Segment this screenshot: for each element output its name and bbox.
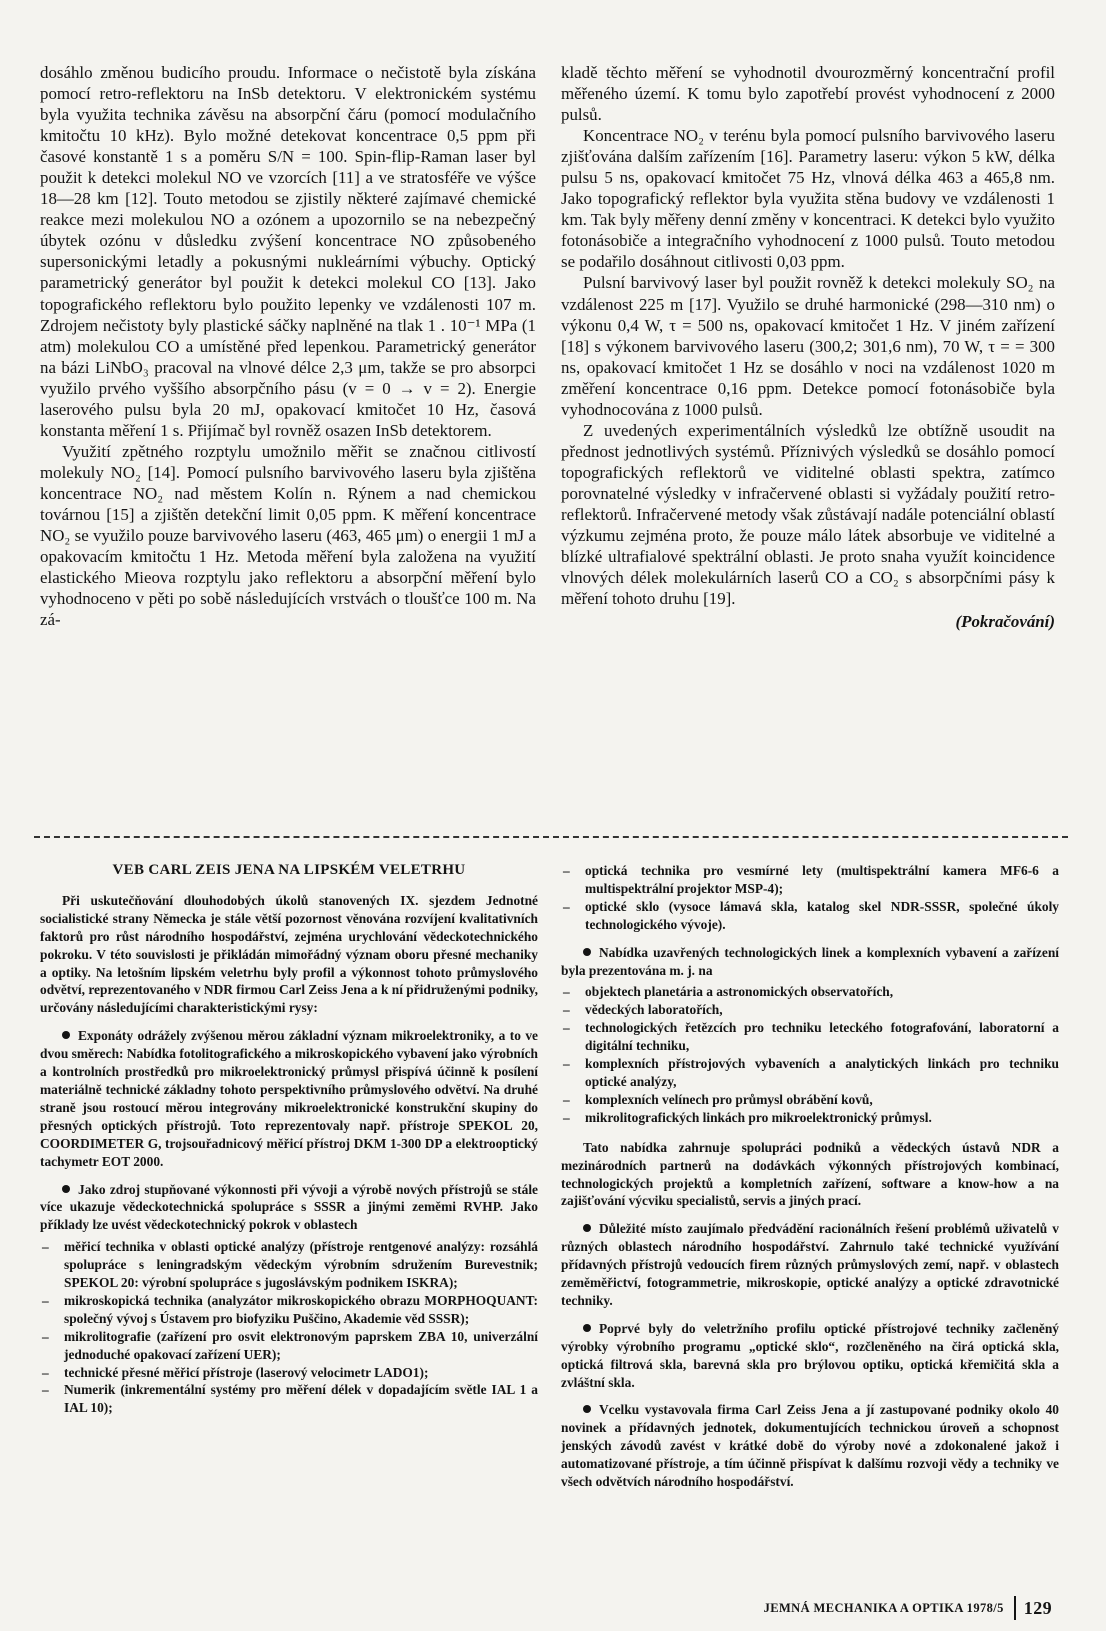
list-item: – Numerik (inkrementální systémy pro měření délek v dopadajícím světle IAL 1 a IAL 10);: [40, 1381, 538, 1417]
bullet-paragraph: Exponáty odrážely zvýšenou měrou základní význam mikroelektroniky, a to ve dvou směrech: Nabídka fotolitografického a mikroskopického vybavení jako výrobních a kontrolních prostředků pro mikroelektronický průmysl přispívá účinně k posílení materiálně technické základny tohoto perspektivního průmyslového odvětví. Na druhé straně jsou rostoucí měrou integrovány mikroelektronické konstrukční skupiny do přesných optických přístrojů. Toto reprezentovaly např. přístroje SPEKOL 20, COORDIMETER G, trojsouřadnicový měřicí přístroj DKM 1-300 DP a elektrooptický tachymetr EOT 2000.: [40, 1028, 538, 1169]
list-item: – měřicí technika v oblasti optické analýzy (přístroje rentgenové analýzy: rozsáhlá spolupráce s leningradským vědeckým výrobním sdružením Burevestnik; SPEKOL 20: výrobní spolupráce s jugoslávským podnikem ISKRA);: [40, 1238, 538, 1292]
bullet-paragraph: Poprvé byly do veletržního profilu optické přístrojové techniky začleněný výrobky výrobního programu „optické sklo“, rozčleněného na čirá optická skla, optická filtrová skla, barevná skla pro brýlovou optiku, optická křemičitá skla a zvláštní skla.: [561, 1320, 1059, 1390]
paragraph: kladě těchto měření se vyhodnotil dvourozměrný koncentrační profil měřeného území. K tomu bylo zapotřebí provést vyhodnocení z 2000 pulsů.: [561, 63, 1055, 125]
bullet-paragraph: Jako zdroj stupňované výkonnosti při vývoji a výrobě nových přístrojů se stále více ukazuje vědeckotechnická spolupráce s SSSR a jinými zeměmi RVHP. Jako příklady lze uvést vědeckotechnický pokrok v oblastech: [40, 1181, 538, 1233]
bullet-icon: [62, 1031, 70, 1039]
article-column-right: [561, 862, 1059, 1491]
paragraph: Využití zpětného rozptylu umožnilo měřit se značnou citlivostí molekuly NO₂ [14]. Pomocí pulsního barvivového laseru byla zjištěna koncentrace NO₂ nad městem Kolín n. Rýnem a nad chemickou továrnou [15] a zjištěn detekční limit 0,05 ppm. K měření koncentrace NO₂ se využilo pouze barvivového laseru (463, 465 μm) o energii 1 mJ a opakovacím kmitočtu 1 Hz. Metoda měření byla založena na využití elastického Mieova rozptylu jako reflektoru a absorpční měření bylo vyhodnoceno v pěti po sobě následujících vrstvách o tloušťce 100 m. Na zá-: [40, 441, 536, 630]
paragraph: Pulsní barvivový laser byl použit rovněž k detekci molekuly SO₂ na vzdálenost 225 m [17]. Využilo se druhé harmonické (298—310 nm) o výkonu 0,4 W, τ = 500 ns, opakovací kmitočet 1 Hz. V jiném zařízení [18] s výkonem barvivového laseru (300,2; 301,6 nm), 70 W, τ = = 300 ns, opakovací kmitočet 1 Hz se dosáhlo v noci na vzdálenost 1020 m změření koncentrace 0,16 ppm. Detekce pomocí fotonásobiče byla vyhodnocována z 1000 pulsů.: [561, 273, 1055, 419]
dash-list: [40, 1238, 538, 1417]
list-item: – optické sklo (vysoce lámavá skla, katalog skel NDR-SSSR, společné úkoly technologického vývoje).: [561, 898, 1059, 934]
bullet-icon: [583, 1405, 591, 1413]
paragraph: Koncentrace NO₂ v terénu byla pomocí pulsního barvivového laseru zjišťována dalším zařízením [16]. Parametry laseru: výkon 5 kW, délka pulsu 5 ns, opakovací kmitočet 75 Hz, vlnová délka 463 a 465,8 nm. Jako topografický reflektor byla využita stěna budovy ve vzdálenosti 1 km. Tak byly měřeny denní změny v koncentraci. K detekci bylo využito fotonásobiče a integračního vyhodnocení z 1000 pulsů. Touto metodou se podařilo dosáhnout citlivosti 0,03 ppm.: [561, 126, 1055, 272]
page-footer: [764, 1596, 1052, 1620]
list-item: – mikrolitografie (zařízení pro osvit elektronovým paprskem ZBA 10, univerzální jednoduché opakovací zařízení UER);: [40, 1328, 538, 1364]
list-item: – vědeckých laboratořích,: [561, 1001, 1059, 1019]
paragraph: Z uvedených experimentálních výsledků lze obtížně usoudit na přednost jednotlivých systémů. Příznivých výsledků se dosáhlo pomocí topografických reflektorů ve viditelné oblasti spektra, zatímco porovnatelné výsledky v infračervené oblasti si vyžádaly použití retro-reflektorů. Infračervené metody však zůstávají nadále potenciální oblastí výzkumu zejména proto, že pouze málo látek absorbuje ve viditelné a blízké ultrafialové spektrální oblasti. Je proto snaha využít koincidence vlnových délek molekulárních laserů CO a CO₂ s absorpčními pásy k měření tohoto druhu [19].: [561, 420, 1055, 609]
article-title: VEB CARL ZEIS JENA NA LIPSKÉM VELETRHU: [112, 862, 466, 878]
list-item: – komplexních velínech pro průmysl obrábění kovů,: [561, 1091, 1059, 1109]
list-item: – mikroskopická technika (analyzátor mikroskopického obrazu MORPHOQUANT: společný vývoj s Ústavem pro biofyziku Puščino, Akademie věd SSSR);: [40, 1292, 538, 1328]
continued-note: (Pokračování): [955, 612, 1055, 632]
column-top-right: [561, 62, 1055, 632]
list-item: – technologických řetězcích pro techniku leteckého fotografování, laboratorní a digitální techniku,: [561, 1019, 1059, 1055]
section-divider: [34, 836, 1068, 838]
dash-list: [561, 862, 1059, 934]
bullet-icon: [583, 1224, 591, 1232]
paragraph: Tato nabídka zahrnuje spolupráci podniků a vědeckých ústavů NDR a mezinárodních partnerů na dodávkách výkonných přístrojových kombinací, technologických projektů a kompletních zařízení, software a know-how a na zajišťování výcviku specialistů, servis a jiných prací.: [561, 1139, 1059, 1209]
article-intro: Při uskutečňování dlouhodobých úkolů stanovených IX. sjezdem Jednotné socialistické strany Německa je stále větší pozornost věnována rozvíjení kvalitativních faktorů pro růst národního hospodářství, zejména urychlování vědeckotechnického pokroku. V této souvislosti je přikládán mimořádný význam oboru přesné mechaniky a optiky. Na letošním lipském veletrhu byly profil a výkonnost tohoto průmyslového odvětví, reprezentovaného v NDR firmou Carl Zeiss Jena a k ní přidruženými podniky, určovány následujícími charakteristickými rysy:: [40, 892, 538, 1016]
bullet-paragraph: Vcelku vystavovala firma Carl Zeiss Jena a jí zastupované podniky okolo 40 novinek a přídavných jednotek, dokumentujících technickou úroveň a schopnost jenských závodů zavést v krátké době do výroby nové a zdokonalené jakož i automatizované přístroje, a tím účinně přispívat k dalšímu rozvoji vědy a techniky ve všech odvětvích národního hospodářství.: [561, 1402, 1059, 1490]
page-number: 129: [1023, 1597, 1052, 1618]
bullet-icon: [583, 948, 591, 956]
bullet-paragraph: Nabídka uzavřených technologických linek a komplexních vybavení a zařízení byla prezentována m. j. na: [561, 944, 1059, 978]
list-item: – mikrolitografických linkách pro mikroelektronický průmysl.: [561, 1109, 1059, 1127]
article-column-left: [40, 862, 538, 1417]
bullet-icon: [583, 1324, 591, 1332]
list-item: – technické přesné měřicí přístroje (laserový velocimetr LADO1);: [40, 1364, 538, 1382]
bullet-paragraph: Důležité místo zaujímalo předvádění racionálních řešení problémů uživatelů v různých oblastech národního hospodářství. Zahrnulo také technické využívání přídavných přístrojů vedoucích firem různých průmyslových zemí, např. v oblastech zeměměřictví, fotogrammetrie, mikroskopie, optické analýzy a optické zdravotnické techniky.: [561, 1221, 1059, 1308]
footer-divider: [1014, 1596, 1016, 1620]
list-item: – objektech planetária a astronomických observatořích,: [561, 983, 1059, 1001]
column-top-left: [40, 62, 536, 630]
journal-name: JEMNÁ MECHANIKA A OPTIKA 1978/5: [763, 1600, 1004, 1615]
list-item: – optická technika pro vesmírné lety (multispektrální kamera MF6-6 a multispektrální projektor MSP-4);: [561, 862, 1059, 898]
bullet-icon: [62, 1185, 70, 1193]
dash-list: [561, 983, 1059, 1126]
list-item: – komplexních přístrojových vybaveních a analytických linkách pro techniku optické analýzy,: [561, 1055, 1059, 1091]
paragraph: dosáhlo změnou budicího proudu. Informace o nečistotě byla získána pomocí retro-reflektoru na InSb detektoru. V elektronickém systému byla využita technika závěsu na absorpční čáru (pomocí modulačního kmitočtu 10 kHz). Bylo možné detekovat koncentrace 0,5 ppm při časové konstantě 1 s a poměru S/N = 100. Spin-flip-Raman laser byl použit k detekci molekul NO ve vzorcích [11] a ve stratosféře ve výšce 18—28 km [12]. Touto metodou se zjistily některé zajímavé chemické reakce mezi molekulou NO a ozónem a upozornilo se na nebezpečný úbytek ozónu v důsledku zvýšení koncentrace NO způsobeného supersonickými letadly a pokusnými nukleárními výbuchy. Optický parametrický generátor byl použit k detekci molekul CO [13]. Jako topografického reflektoru bylo použito lepenky ve vzdálenosti 107 m. Zdrojem nečistoty byly plastické sáčky naplněné na tlak 1 . 10⁻¹ MPa (1 atm) molekulou CO a umístěné před lepenkou. Parametrický generátor na bázi LiNbO₃ pracoval na vlnové délce 2,3 μm, takže se pro absorpci využilo prvého vyššího absorpčního pásu (v = 0 → v = 2). Energie laserového pulsu byla 20 mJ, opakovací kmitočet 10 Hz, časová konstanta měření 1 s. Přijímač byl rovněž osazen InSb detektorem.: [40, 63, 536, 440]
